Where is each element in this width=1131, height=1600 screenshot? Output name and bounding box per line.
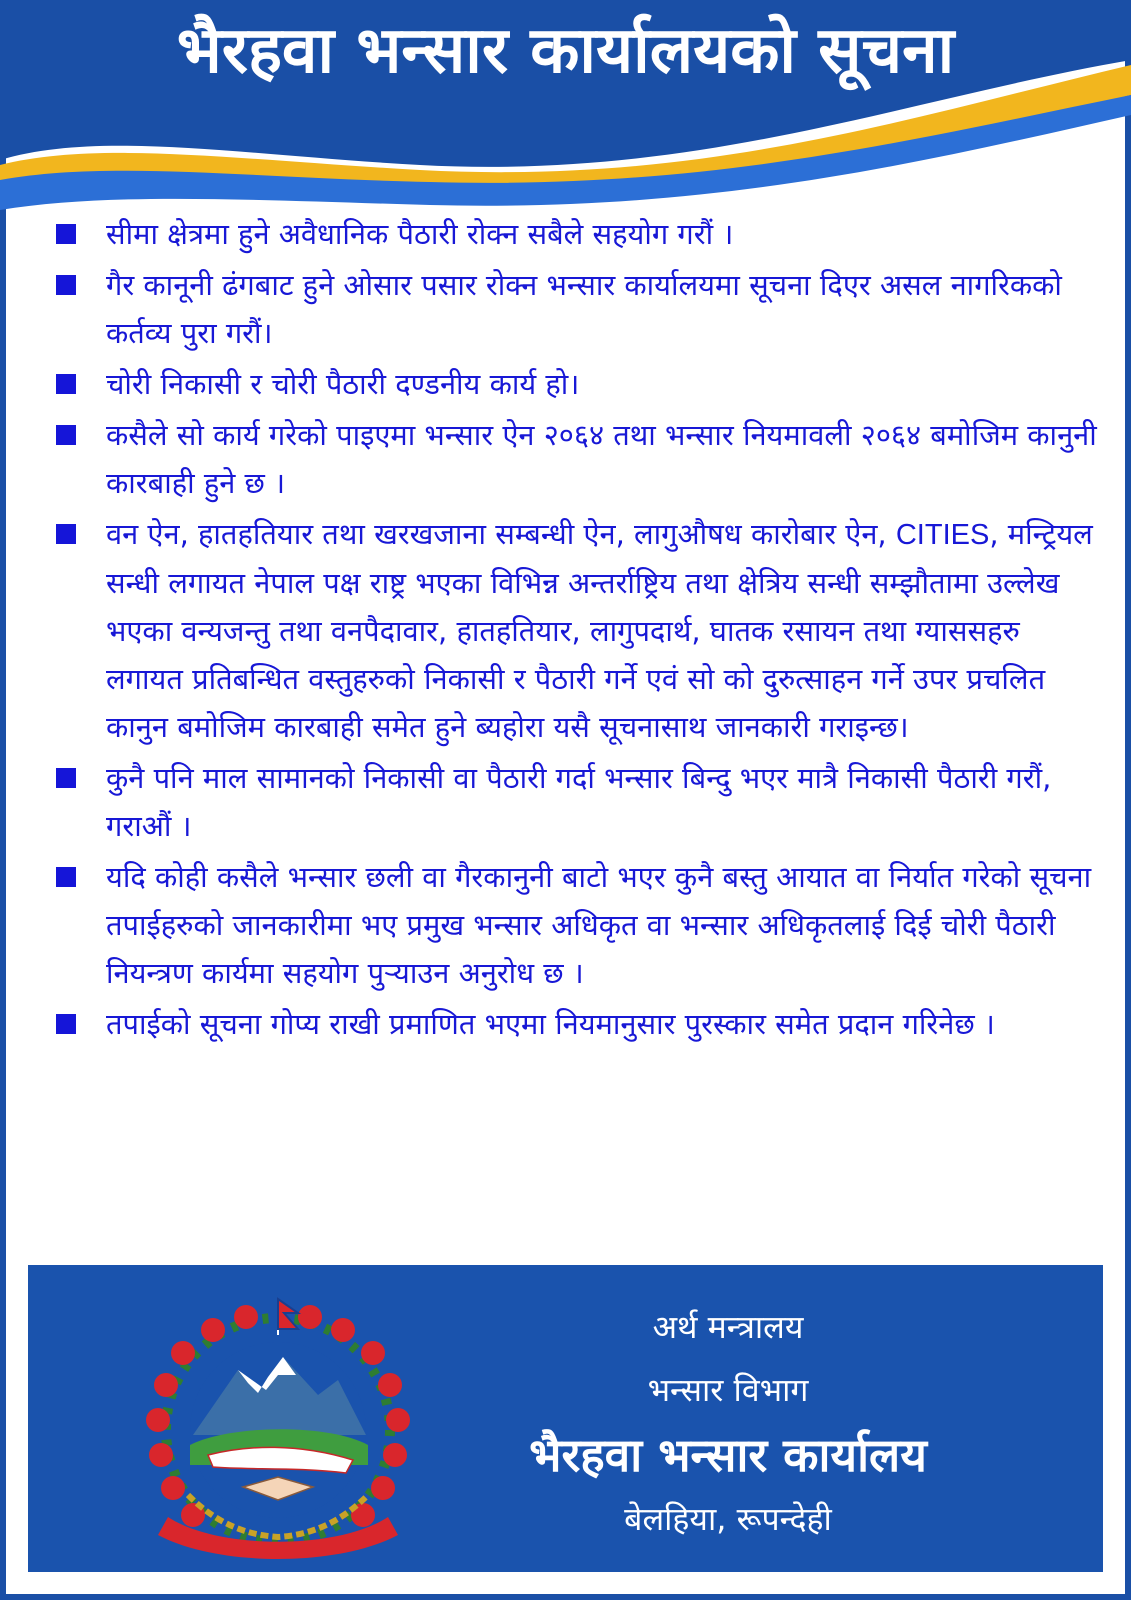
square-bullet-icon [56,1014,76,1034]
notice-item [48,360,1098,408]
notice-item [48,411,1098,507]
header-banner [0,0,1131,215]
notice-item [48,261,1098,357]
office-name: भैरहवा भन्सार कार्यालय [529,1428,927,1482]
notice-list [48,210,1098,1051]
footer-panel [28,1265,1103,1572]
square-bullet-icon [56,425,76,445]
notice-text: गैर कानूनी ढंगबाट हुने ओसार पसार रोक्न भन्सार कार्यालयमा सूचना दिएर असल नागरिकको कर्तव्य पुरा गरौं। [106,268,1062,350]
square-bullet-icon [56,867,76,887]
notice-text: कसैले सो कार्य गरेको पाइएमा भन्सार ऐन २०६४ तथा भन्सार नियमावली २०६४ बमोजिम कानुनी कारबाही हुने छ । [106,418,1097,500]
square-bullet-icon [56,224,76,244]
notice-text: सीमा क्षेत्रमा हुने अवैधानिक पैठारी रोक्न सबैले सहयोग गरौं । [106,217,734,251]
square-bullet-icon [56,524,76,544]
notice-text: कुनै पनि माल सामानको निकासी वा पैठारी गर्दा भन्सार बिन्दु भएर मात्रै निकासी पैठारी गरौं, गराऔं । [106,761,1052,843]
office-location: बेलहिया, रूपन्देही [624,1500,832,1538]
notice-text-cities: CITIES [895,519,990,551]
square-bullet-icon [56,768,76,788]
square-bullet-icon [56,275,76,295]
notice-item [48,1000,1098,1048]
department-name: भन्सार विभाग [647,1371,809,1409]
notice-text-continued: , मन्ट्रियल सन्धी लगायत नेपाल पक्ष राष्ट्र भएका विभिन्न अन्तर्राष्ट्रिय तथा क्षेत्रिय सन्धी सम्झौतामा उल्लेख भएका वन्यजन्तु तथा वनपैदावार, हातहतियार, लागुपदार्थ, घातक रसायन तथा ग्याससहरु लगायत प्रतिबन्धित वस्तुहरुको निकासी र पैठारी गर्ने एवं सो को दुरुत्साहन गर्ने उपर प्रचलित कानुन बमोजिम कारबाही समेत हुने ब्यहोरा यसै सूचनासाथ जानकारी गराइन्छ। [106,517,1093,744]
notice-text: तपाईको सूचना गोप्य राखी प्रमाणित भएमा नियमानुसार पुरस्कार समेत प्रदान गरिनेछ । [106,1007,995,1041]
notice-text: चोरी निकासी र चोरी पैठारी दण्डनीय कार्य हो। [106,367,580,401]
nepal-emblem-icon [128,1295,428,1560]
notice-item [48,754,1098,850]
notice-text: वन ऐन, हातहतियार तथा खरखजाना सम्बन्धी ऐन, लागुऔषध कारोबार ऐन, [106,517,887,551]
page-title: भैरहवा भन्सार कार्यालयको सूचना [176,14,955,88]
ministry-name: अर्थ मन्त्रालय [652,1308,804,1346]
notice-text: यदि कोही कसैले भन्सार छली वा गैरकानुनी बाटो भएर कुनै बस्तु आयात वा निर्यात गरेको सूचना तपाईहरुको जानकारीमा भए प्रमुख भन्सार अधिकृत वा भन्सार अधिकृतलाई दिई चोरी पैठारी नियन्त्रण कार्यमा सहयोग पुर्‍याउन अनुरोध छ । [106,860,1092,990]
square-bullet-icon [56,374,76,394]
notice-item [48,210,1098,258]
notice-item [48,853,1098,997]
notice-item [48,510,1098,751]
